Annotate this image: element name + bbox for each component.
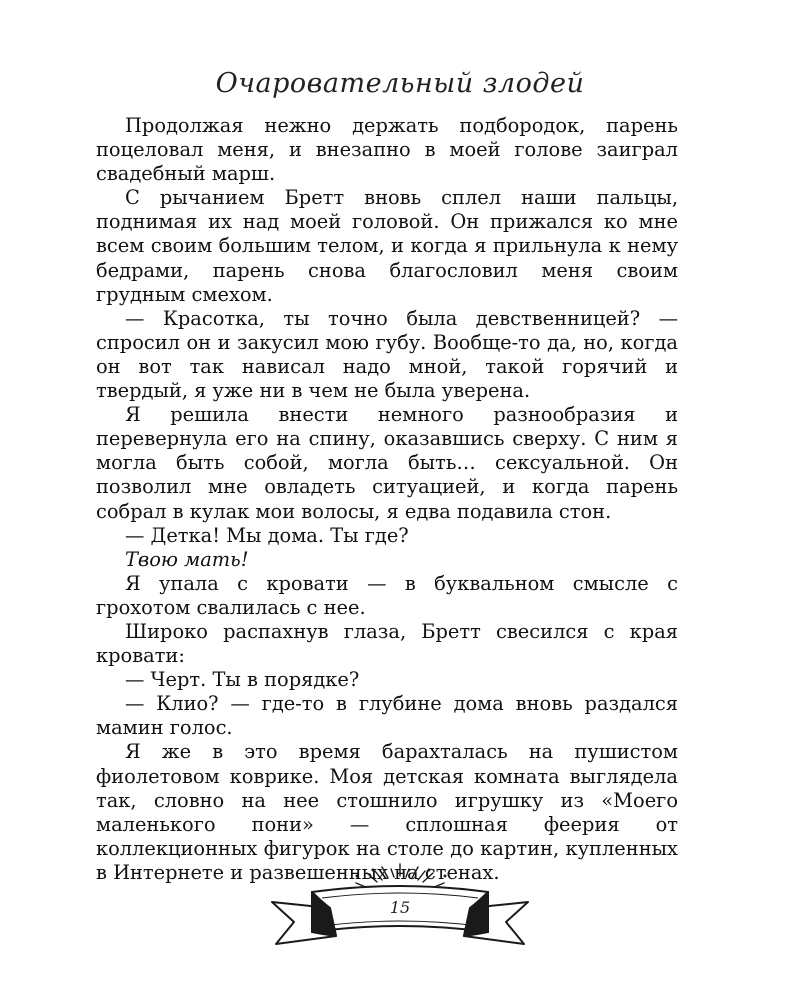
- paragraph: Я же в это время барахталась на пушистом фиолетовом коврике. Моя детская комната выглядела так, словно на нее стошнило игрушку из «Моего маленького пони» — сплошная феерия от коллекционных фигурок на столе до картин, купленных в Интернете и развешенных на стенах.: [96, 740, 678, 884]
- paragraph: С рычанием Бретт вновь сплел наши пальцы, поднимая их над моей головой. Он прижался ко мне всем своим большим телом, и когда я прильнула к нему бедрами, парень снова благословил меня своим грудным смехом.: [96, 186, 678, 306]
- paragraph: Широко распахнув глаза, Бретт свесился с края кровати:: [96, 619, 678, 668]
- paragraph: Я упала с кровати — в буквальном смысле с грохотом свалилась с нее.: [96, 571, 678, 619]
- paragraph: Продолжая нежно держать подбородок, парень поцеловал меня, и внезапно в моей голове заиграл свадебный марш.: [96, 114, 678, 186]
- paragraph: — Красотка, ты точно была девственницей? — спросил он и закусил мою губу. Вообще-то да, но, когда он вот так нависал надо мной, такой горячий и твердый, я уже ни в чем не была уверена.: [96, 306, 678, 403]
- paragraph: Я решила внести немного разнообразия и перевернула его на спину, оказавшись сверху. С ним я могла быть собой, могла быть… сексуальной. Он позволил мне овладеть ситуацией, и когда парень собрал в кулак мои волосы, я едва подавила стон.: [96, 403, 678, 523]
- ribbon-banner-icon: [0, 862, 800, 972]
- running-header: Очаровательный злодей: [215, 68, 585, 99]
- paragraph-italic: Твою мать!: [125, 547, 249, 571]
- paragraph: — Клио? — где-то в глубине дома вновь раздался мамин голос.: [96, 692, 678, 740]
- paragraph: — Черт. Ты в порядке?: [125, 668, 360, 692]
- page-number-ornament: [0, 862, 800, 972]
- body-text: [96, 114, 678, 885]
- paragraph: — Детка! Мы дома. Ты где?: [125, 523, 409, 547]
- page-number: 15: [389, 898, 411, 917]
